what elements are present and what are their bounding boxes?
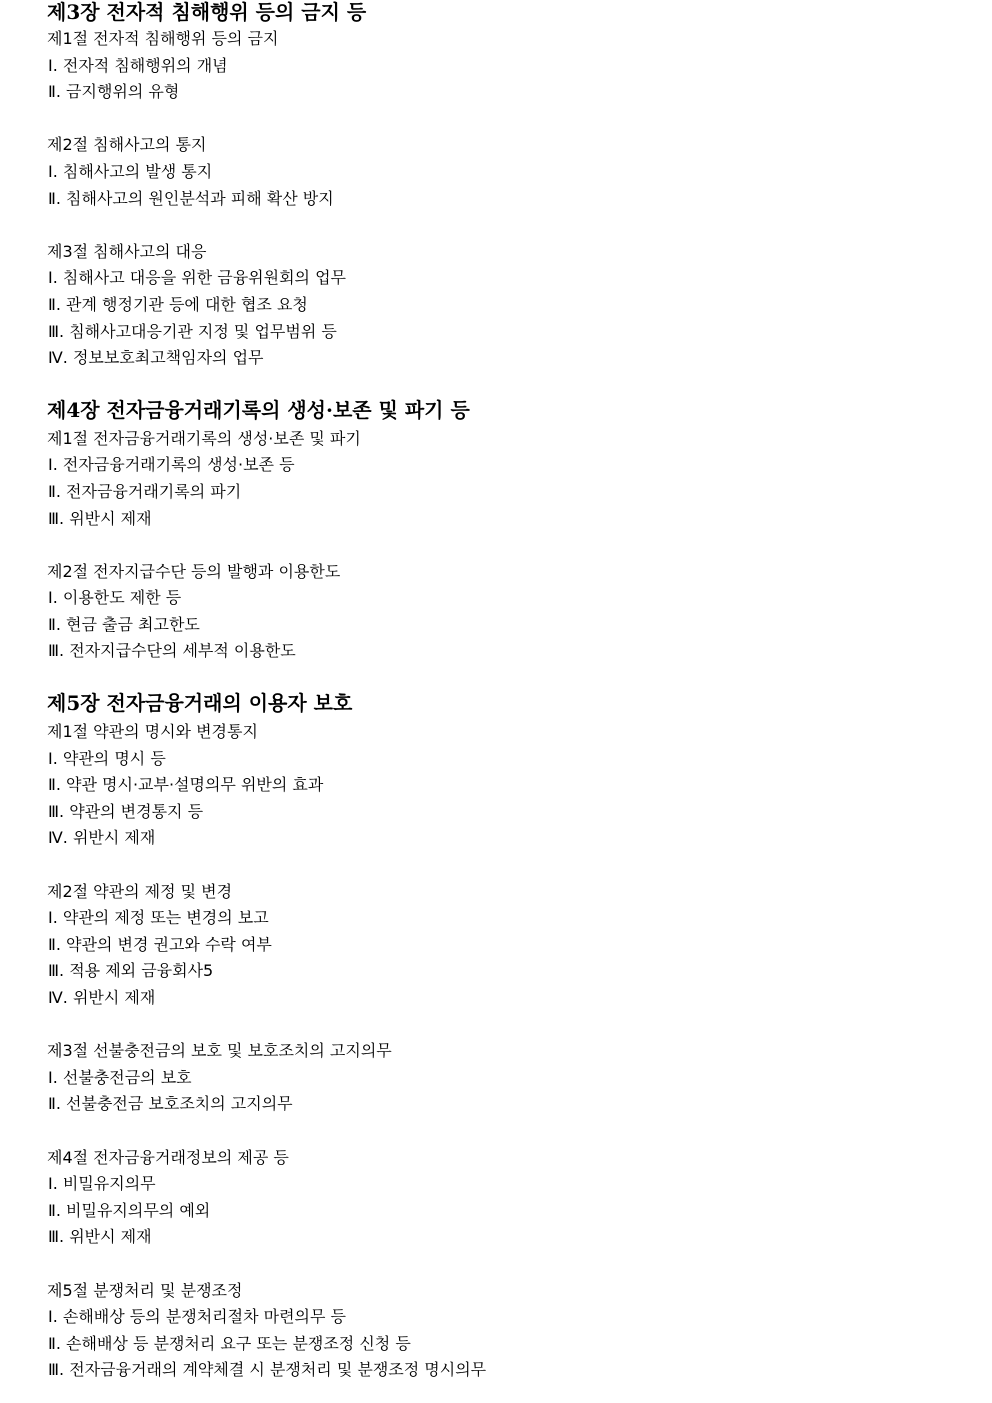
toc-item: Ⅲ. 전자금융거래의 계약체결 시 분쟁처리 및 분쟁조정 명시의무 bbox=[48, 1360, 487, 1380]
toc-item: Ⅱ. 약관 명시·교부·설명의무 위반의 효과 bbox=[48, 775, 324, 795]
table-of-contents bbox=[47, 0, 967, 1384]
toc-item: Ⅲ. 침해사고대응기관 지정 및 업무범위 등 bbox=[48, 321, 337, 341]
toc-item: Ⅰ. 전자금융거래기록의 생성·보존 등 bbox=[48, 455, 295, 475]
section-heading: 제2절 약관의 제정 및 변경 bbox=[47, 881, 233, 901]
toc-item: Ⅱ. 침해사고의 원인분석과 피해 확산 방지 bbox=[48, 188, 334, 208]
section-heading: 제3절 침해사고의 대응 bbox=[47, 241, 207, 261]
toc-item: Ⅱ. 금지행위의 유형 bbox=[48, 82, 180, 102]
toc-item: Ⅲ. 적용 제외 금융회사5 bbox=[48, 961, 214, 981]
toc-item: Ⅳ. 위반시 제재 bbox=[48, 828, 156, 848]
toc-item: Ⅲ. 약관의 변경통지 등 bbox=[48, 801, 204, 821]
section-spacer bbox=[47, 1012, 967, 1039]
toc-item: Ⅳ. 위반시 제재 bbox=[48, 988, 156, 1007]
toc-item: Ⅱ. 현금 출금 최고한도 bbox=[48, 614, 200, 634]
toc-item: Ⅰ. 이용한도 제한 등 bbox=[48, 588, 182, 608]
section-heading: 제5절 분쟁처리 및 분쟁조정 bbox=[47, 1280, 243, 1300]
section-heading: 제1절 전자금융거래기록의 생성·보존 및 파기 bbox=[47, 428, 361, 448]
toc-item: Ⅰ. 비밀유지의무 bbox=[48, 1174, 156, 1194]
section-heading: 제1절 약관의 명시와 변경통지 bbox=[47, 722, 258, 742]
toc-item: Ⅱ. 약관의 변경 권고와 수락 여부 bbox=[48, 934, 272, 954]
toc-item: Ⅱ. 관계 행정기관 등에 대한 협조 요청 bbox=[48, 294, 308, 314]
section-spacer bbox=[47, 212, 967, 239]
toc-item: Ⅳ. 정보보호최고책임자의 업무 bbox=[48, 348, 264, 368]
chapter-heading: 제3장 전자적 침해행위 등의 금지 등 bbox=[47, 0, 367, 24]
chapter-spacer bbox=[47, 372, 967, 394]
toc-item: Ⅰ. 침해사고의 발생 통지 bbox=[48, 161, 213, 181]
toc-item: Ⅰ. 전자적 침해행위의 개념 bbox=[48, 55, 228, 75]
chapter-spacer bbox=[47, 665, 967, 687]
toc-item: Ⅱ. 전자금융거래기록의 파기 bbox=[48, 481, 242, 501]
toc-item: Ⅲ. 위반시 제재 bbox=[48, 508, 152, 528]
toc-item: Ⅱ. 비밀유지의무의 예외 bbox=[48, 1200, 211, 1220]
toc-item: Ⅰ. 손해배상 등의 분쟁처리절차 마련의무 등 bbox=[48, 1307, 346, 1327]
toc-item: Ⅰ. 약관의 제정 또는 변경의 보고 bbox=[48, 908, 269, 928]
chapter-heading: 제5장 전자금융거래의 이용자 보호 bbox=[47, 691, 353, 716]
toc-item: Ⅱ. 선불충전금 보호조치의 고지의무 bbox=[48, 1094, 293, 1114]
section-heading: 제3절 선불충전금의 보호 및 보호조치의 고지의무 bbox=[47, 1041, 392, 1061]
section-spacer bbox=[47, 1251, 967, 1278]
toc-item: Ⅲ. 위반시 제재 bbox=[48, 1227, 152, 1247]
section-spacer bbox=[47, 852, 967, 879]
toc-item: Ⅱ. 손해배상 등 분쟁처리 요구 또는 분쟁조정 신청 등 bbox=[48, 1333, 411, 1353]
chapter-heading: 제4장 전자금융거래기록의 생성·보존 및 파기 등 bbox=[47, 397, 470, 422]
toc-item: Ⅲ. 전자지급수단의 세부적 이용한도 bbox=[48, 641, 296, 661]
section-spacer bbox=[47, 1118, 967, 1145]
section-spacer bbox=[47, 532, 967, 559]
section-heading: 제1절 전자적 침해행위 등의 금지 bbox=[47, 29, 279, 48]
section-spacer bbox=[47, 106, 967, 133]
toc-item: Ⅰ. 선불충전금의 보호 bbox=[48, 1067, 192, 1087]
section-heading: 제2절 침해사고의 통지 bbox=[47, 135, 207, 155]
section-heading: 제2절 전자지급수단 등의 발행과 이용한도 bbox=[47, 561, 341, 581]
toc-item: Ⅰ. 침해사고 대응을 위한 금융위원회의 업무 bbox=[48, 268, 346, 288]
section-heading: 제4절 전자금융거래정보의 제공 등 bbox=[47, 1147, 289, 1167]
toc-item: Ⅰ. 약관의 명시 등 bbox=[48, 748, 166, 768]
